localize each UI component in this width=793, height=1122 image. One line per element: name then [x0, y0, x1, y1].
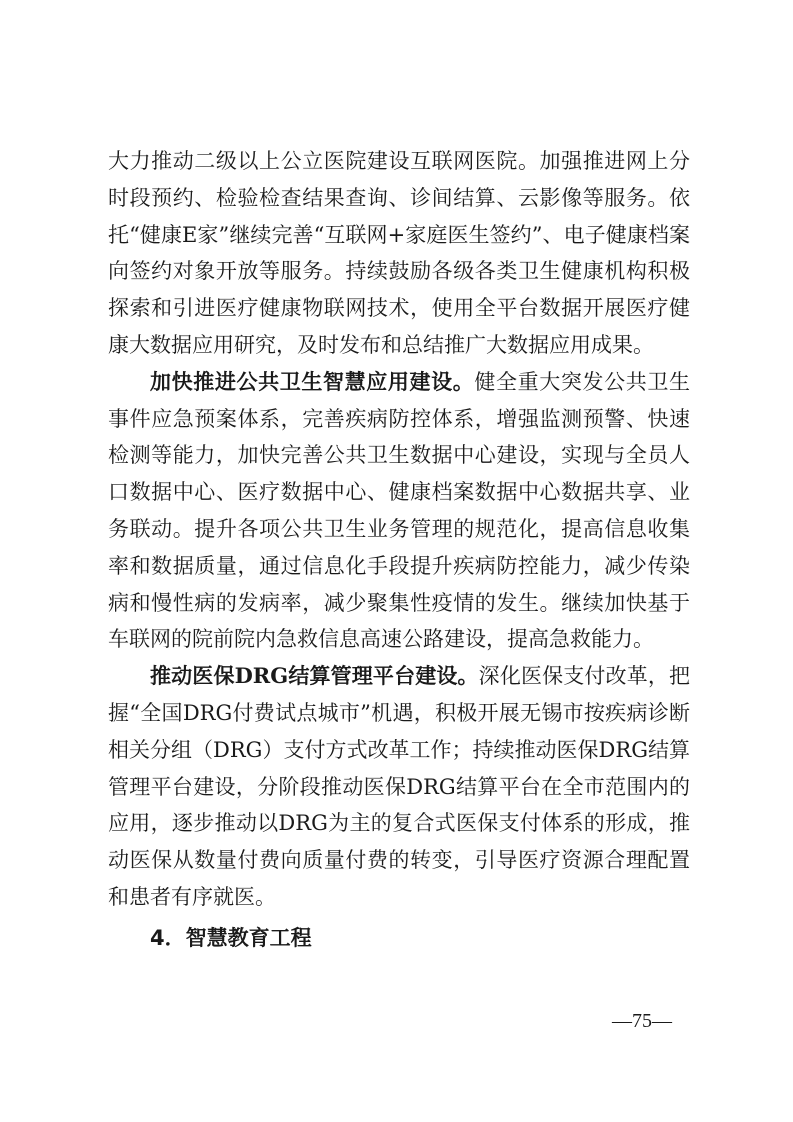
text-line: 时段预约、检验检查结果查询、诊间结算、云影像等服务。依	[108, 185, 690, 210]
paragraph-public-health	[108, 364, 690, 658]
paragraph-internet-hospitals	[108, 143, 690, 364]
text-line: 和患者有序就医。	[108, 884, 276, 909]
text-line: 应用，逐步推动以DRG为主的复合式医保支付体系的形成，推	[108, 811, 690, 836]
text-line: 口数据中心、医疗数据中心、健康档案数据中心数据共享、业	[108, 480, 690, 505]
text-line: 病和慢性病的发病率，减少聚集性疫情的发生。继续加快基于	[108, 590, 690, 615]
text-line: 向签约对象开放等服务。持续鼓励各级各类卫生健康机构积极	[108, 259, 690, 284]
text-line	[108, 658, 690, 695]
text-line: 大力推动二级以上公立医院建设互联网医院。加强推进网上分	[108, 149, 690, 173]
page-number: —75—	[612, 1010, 672, 1032]
text-span: 深化医保支付改革，把	[478, 664, 690, 689]
text-line: 务联动。提升各项公共卫生业务管理的规范化，提高信息收集	[108, 516, 690, 541]
text-line: 托“健康E家”继续完善“互联网+家庭医生签约”、电子健康档案	[108, 222, 690, 247]
text-line: 管理平台建设，分阶段推动医保DRG结算平台在全市范围内的	[108, 774, 690, 799]
text-line: 相关分组（DRG）支付方式改革工作；持续推动医保DRG结算	[108, 737, 690, 762]
text-line: 康大数据应用研究，及时发布和总结推广大数据应用成果。	[108, 332, 654, 357]
paragraph-drg-platform	[108, 658, 690, 916]
text-line: 率和数据质量，通过信息化手段提升疾病防控能力，减少传染	[108, 553, 690, 578]
text-line: 探索和引进医疗健康物联网技术，使用全平台数据开展医疗健	[108, 296, 690, 321]
text-line: 车联网的院前院内急救信息高速公路建设，提高急救能力。	[108, 627, 654, 652]
text-line: 事件应急预案体系，完善疾病防控体系，增强监测预警、快速	[108, 406, 690, 431]
paragraph-heading: 加快推进公共卫生智慧应用建设。	[150, 368, 475, 394]
text-line	[108, 364, 690, 401]
section-heading: 4．智慧教育工程	[150, 925, 312, 950]
text-line: 握“全国DRG付费试点城市”机遇，积极开展无锡市按疾病诊断	[108, 700, 690, 725]
text-line: 动医保从数量付费向质量付费的转变，引导医疗资源合理配置	[108, 848, 690, 873]
text-line: 检测等能力，加快完善公共卫生数据中心建设，实现与全员人	[108, 443, 690, 468]
document-body	[108, 143, 690, 957]
text-span: 健全重大突发公共卫生	[474, 369, 690, 394]
paragraph-heading: 推动医保DRG结算管理平台建设。	[150, 663, 479, 689]
